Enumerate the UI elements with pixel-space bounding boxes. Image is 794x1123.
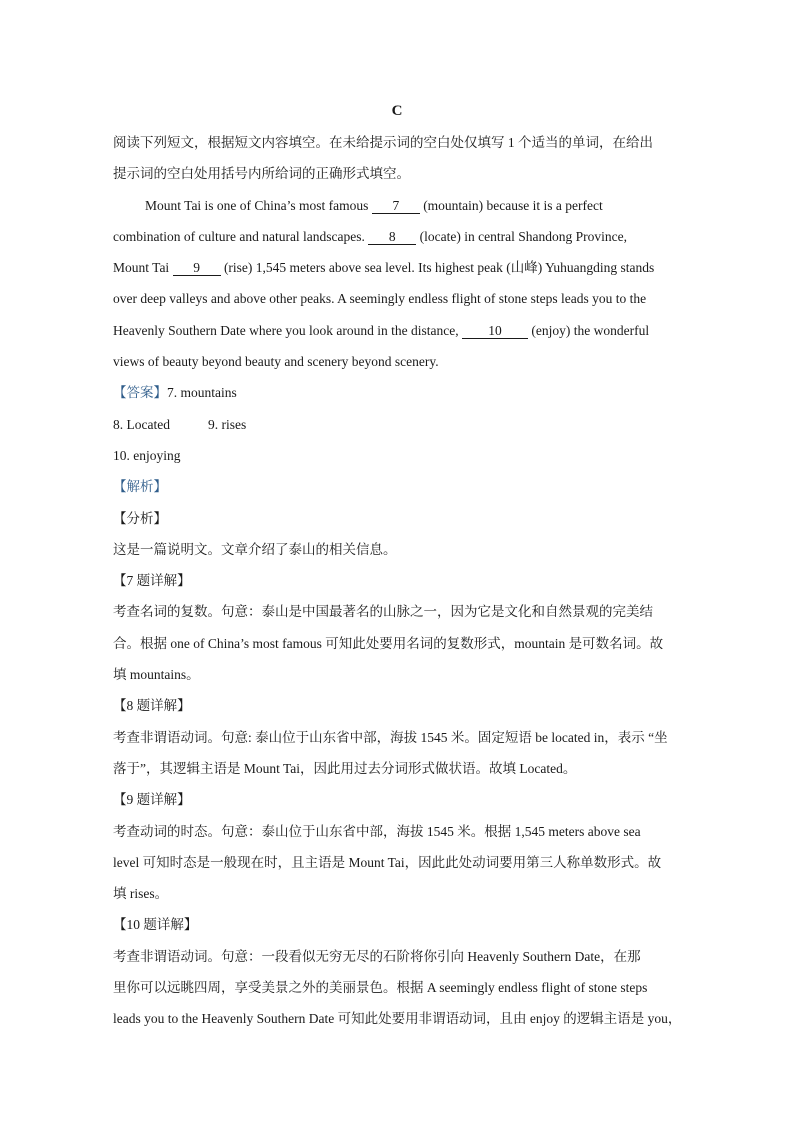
q8-text: 落于”，其逻辑主语是 Mount Tai，因此用过去分词形式做状语。故填 Located。 [113, 760, 577, 776]
instruction-line: 提示词的空白处用括号内所给词的正确形式填空。 [113, 166, 410, 182]
blank-10[interactable]: 10 [462, 324, 528, 339]
answer-line: 10. enjoying [113, 447, 181, 463]
passage-line: Mount Tai is one of China’s most famous 7 (mountain) because it is a perfect [145, 197, 603, 213]
section-title: C [391, 103, 403, 119]
blank-9[interactable]: 9 [173, 261, 221, 276]
q8-label: 【8 题详解】 [113, 698, 191, 714]
analysis-label: 【解析】 [113, 479, 167, 495]
q9-text: level 可知时态是一般现在时，且主语是 Mount Tai，因此此处动词要用第三人称单数形式。故 [113, 854, 662, 870]
blank-7[interactable]: 7 [372, 199, 420, 214]
passage-line: combination of culture and natural landscapes. 8 (locate) in central Shandong Province, [113, 228, 627, 244]
q10-text: leads you to the Heavenly Southern Date 可知此处要用非谓语动词，且由 enjoy 的逻辑主语是 you， [113, 1011, 682, 1027]
q7-text: 考查名词的复数。句意：泰山是中国最著名的山脉之一，因为它是文化和自然景观的完美结 [113, 604, 653, 620]
blank-8[interactable]: 8 [368, 230, 416, 245]
q10-text: 里你可以远眺四周，享受美景之外的美丽景色。根据 A seemingly endless flight of stone steps [113, 980, 648, 996]
answer-label: 【答案】 [113, 385, 167, 401]
passage-line: over deep valleys and above other peaks. A seemingly endless flight of stone steps leads you to the [113, 291, 647, 307]
q9-label: 【9 题详解】 [113, 792, 191, 808]
answer-line: 【答案】7. mountains [113, 385, 237, 401]
q7-label: 【7 题详解】 [113, 573, 191, 589]
instruction-line: 阅读下列短文，根据短文内容填空。在未给提示词的空白处仅填写 1 个适当的单词，在给出 [113, 135, 653, 150]
q9-text: 考查动词的时态。句意：泰山位于山东省中部，海拔 1545 米。根据 1,545 meters above sea [113, 823, 641, 839]
fenxi-label: 【分析】 [113, 510, 167, 526]
fenxi-text: 这是一篇说明文。文章介绍了泰山的相关信息。 [113, 541, 397, 557]
q10-text: 考查非谓语动词。句意：一段看似无穷无尽的石阶将你引向 Heavenly Southern Date，在那 [113, 948, 641, 964]
q7-text: 填 mountains。 [113, 667, 200, 683]
q7-text: 合。根据 one of China’s most famous 可知此处要用名词的复数形式，mountain 是可数名词。故 [113, 635, 664, 651]
answer-line: 8. Located 9. rises [113, 416, 247, 432]
passage-line: Heavenly Southern Date where you look around in the distance, 10 (enjoy) the wonderful [113, 322, 650, 338]
q10-label: 【10 题详解】 [113, 917, 198, 933]
passage-line: Mount Tai 9 (rise) 1,545 meters above sea level. Its highest peak (山峰) Yuhuangding stands [113, 260, 655, 276]
q9-text: 填 rises。 [113, 886, 169, 902]
document-page [113, 96, 681, 1035]
passage-line: views of beauty beyond beauty and scenery beyond scenery. [113, 354, 439, 370]
q8-text: 考查非谓语动词。句意: 泰山位于山东省中部，海拔 1545 米。固定短语 be located in，表示 “坐 [113, 729, 668, 745]
